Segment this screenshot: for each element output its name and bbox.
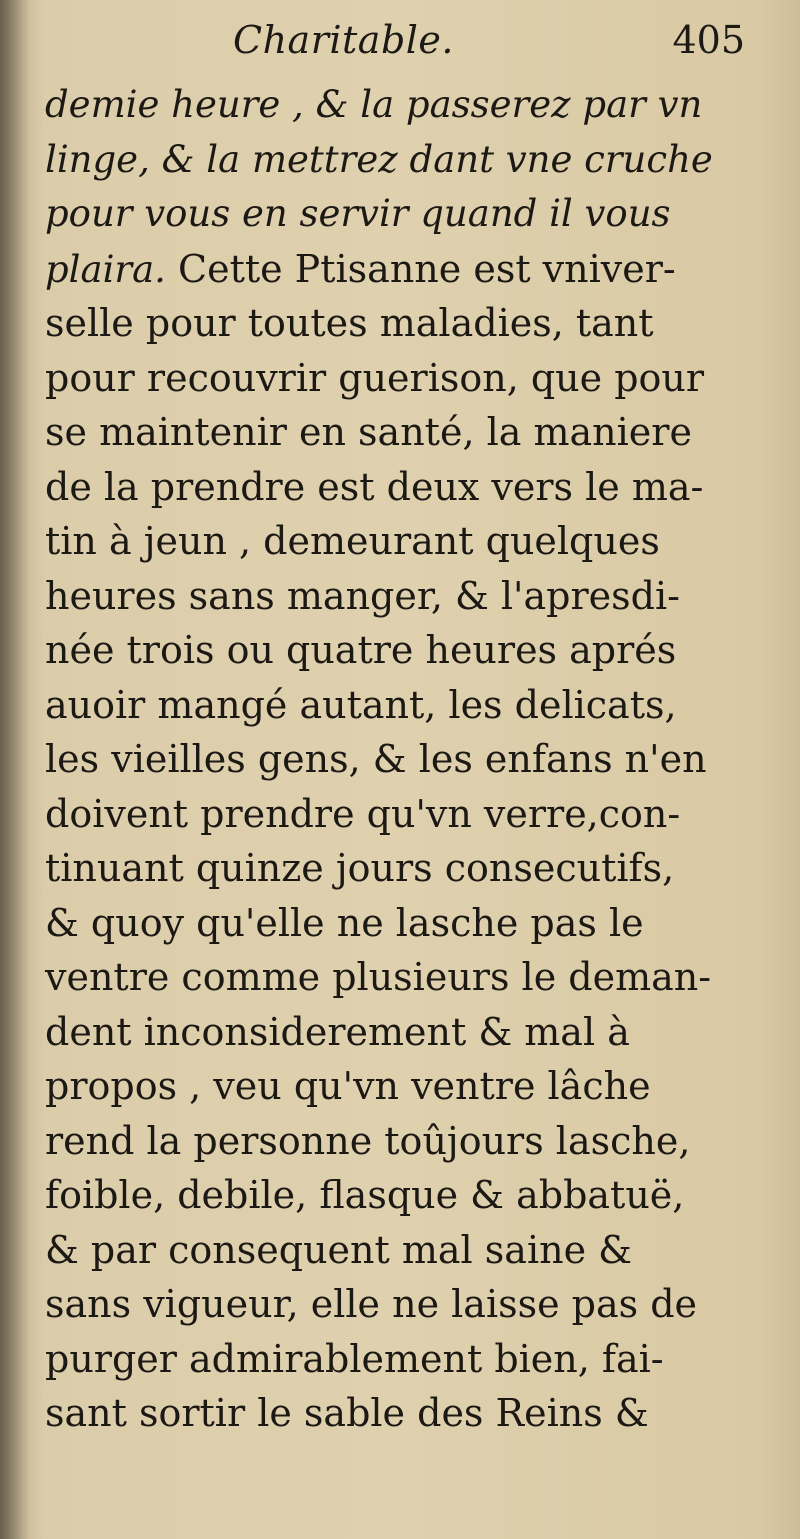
text-line-17: ventre comme plusieurs le deman-	[45, 955, 712, 999]
text-line-11: née trois ou quatre heures aprés	[45, 628, 677, 672]
text-line-16: & quoy qu'elle ne lasche pas le	[45, 900, 644, 945]
text-line-10: heures sans manger, & l'apresdi-	[45, 573, 680, 618]
body-text	[45, 78, 750, 1441]
text-line-8: de la prendre est deux vers le ma-	[45, 464, 704, 509]
text-line-25: sant sortir le sable des Reins &	[45, 1391, 649, 1435]
text-line-6: pour recouvrir guerison, que pour	[45, 355, 705, 400]
text-line-24: purger admirablement bien, fai-	[45, 1336, 664, 1381]
text-line-20: rend la personne toûjours lasche,	[45, 1118, 691, 1163]
text-line-7: se maintenir en santé, la maniere	[45, 410, 692, 454]
text-line-4	[45, 242, 750, 297]
text-line-13: les vieilles gens, & les enfans n'en	[45, 737, 707, 781]
text-line-12: auoir mangé autant, les delicats,	[45, 682, 677, 727]
text-line-5: selle pour toutes maladies, tant	[45, 301, 654, 345]
text-line-23: sans vigueur, elle ne laisse pas de	[45, 1282, 698, 1326]
text-line-3: pour vous en servir quand il vous	[45, 192, 671, 235]
text-line-18: dent inconsiderement & mal à	[45, 1009, 630, 1054]
text-line-19: propos , veu qu'vn ventre lâche	[45, 1064, 651, 1108]
text-line-1: demie heure , & la passerez par vn	[45, 83, 703, 126]
page-header	[45, 18, 765, 74]
text-line-15: tinuant quinze jours consecutifs,	[45, 846, 675, 890]
page-number: 405	[672, 18, 745, 62]
running-title: Charitable.	[233, 18, 454, 62]
text-line-2: linge, & la mettrez dant vne cruche	[45, 137, 713, 181]
text-line-9: tin à jeun , demeurant quelques	[45, 519, 660, 563]
text-line-4-roman: Cette Ptisanne est vniver-	[165, 246, 676, 291]
text-line-22: & par consequent mal saine &	[45, 1227, 632, 1272]
text-line-21: foible, debile, flasque & abbatuë,	[45, 1173, 685, 1217]
text-line-14: doivent prendre qu'vn verre,con-	[45, 791, 681, 836]
gutter-shadow	[0, 0, 30, 1539]
text-line-4-italic: plaira.	[45, 247, 166, 291]
